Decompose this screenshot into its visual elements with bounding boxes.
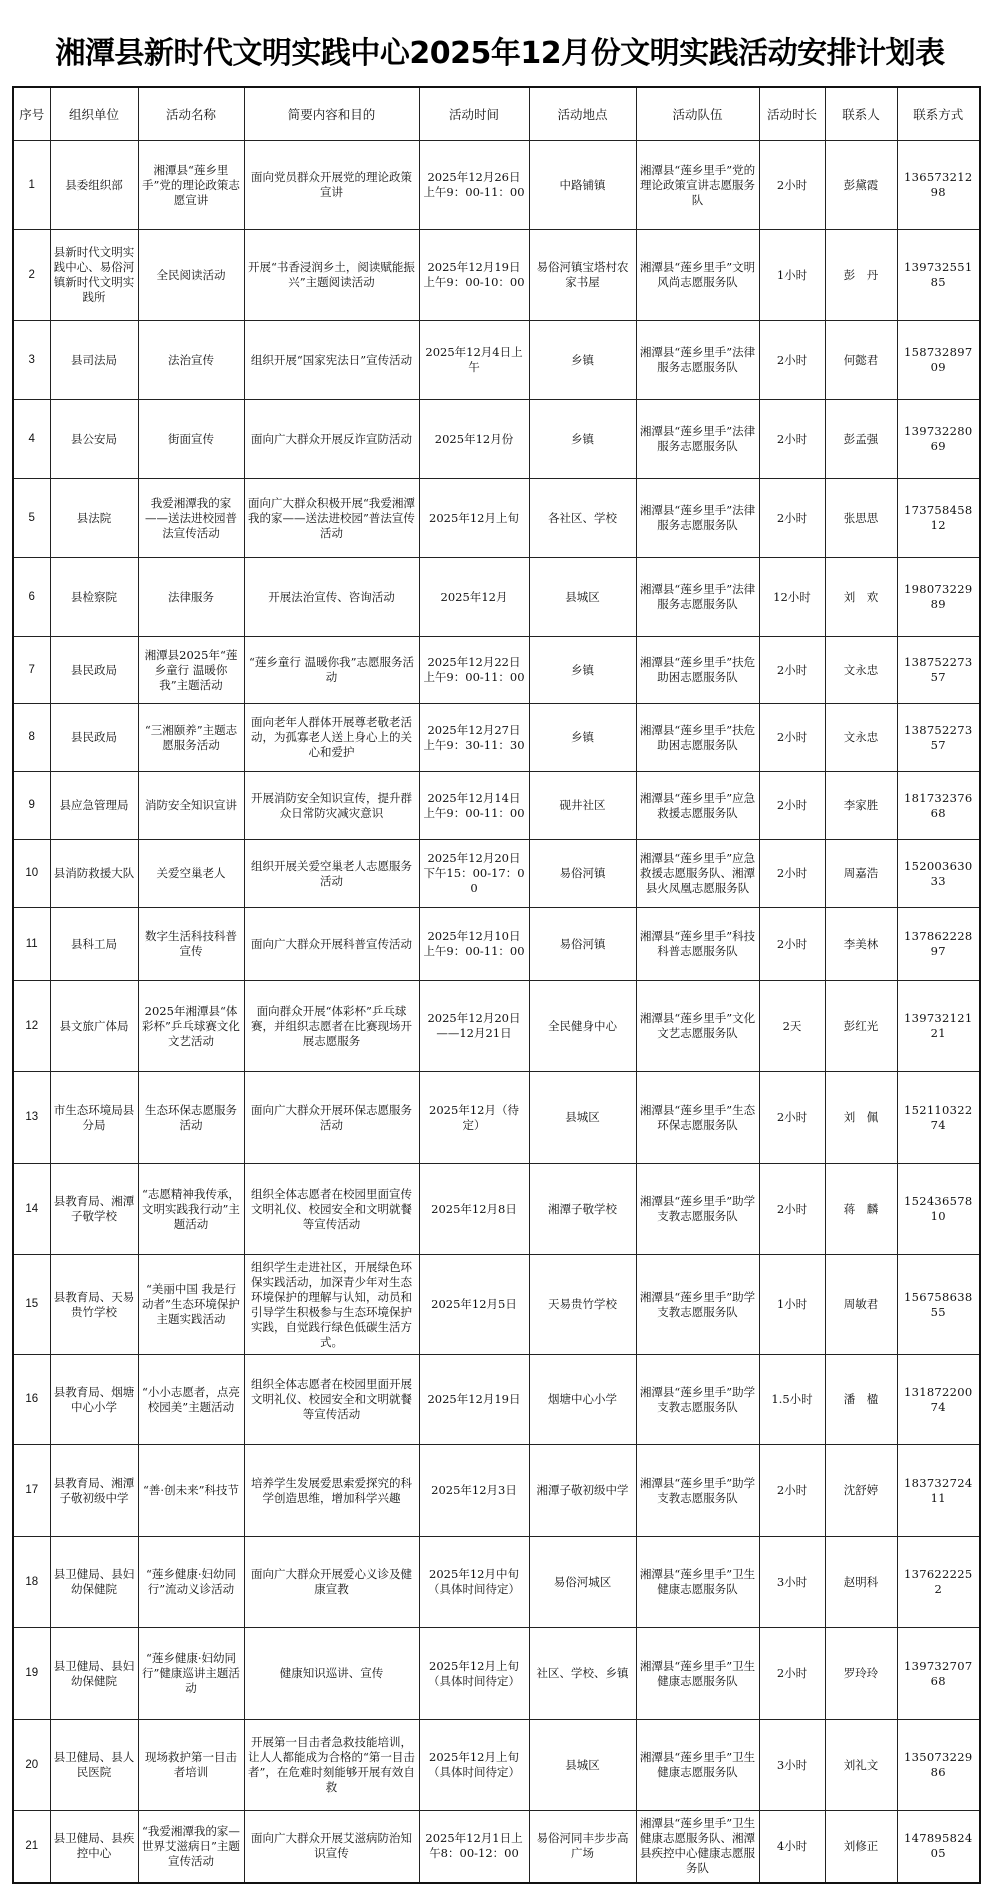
time-cell: 2025年12月19日	[419, 1355, 529, 1445]
duration-cell: 12小时	[759, 558, 825, 637]
contact-cell: 周嘉浩	[825, 840, 897, 908]
activity-name-cell: “志愿精神我传承，文明实践我行动”主题活动	[138, 1164, 244, 1255]
place-cell: 易俗河镇宝塔村农家书屋	[529, 230, 636, 321]
contact-cell: 周敏君	[825, 1255, 897, 1355]
phone-cell: 14789582405	[897, 1811, 980, 1883]
org-cell: 县教育局、湘潭子敬学校	[50, 1164, 138, 1255]
place-cell: 湘潭子敬学校	[529, 1164, 636, 1255]
row-number: 4	[13, 400, 50, 479]
col-header-content: 简要内容和目的	[244, 87, 419, 141]
duration-cell: 3小时	[759, 1537, 825, 1628]
contact-cell: 文永忠	[825, 704, 897, 772]
team-cell: 湘潭县“莲乡里手”法律服务志愿服务队	[636, 479, 759, 558]
place-cell: 湘潭子敬初级中学	[529, 1445, 636, 1537]
team-cell: 湘潭县“莲乡里手”法律服务志愿服务队	[636, 321, 759, 400]
time-cell: 2025年12月（待定）	[419, 1072, 529, 1164]
phone-cell: 13507322986	[897, 1720, 980, 1811]
col-header-time: 活动时间	[419, 87, 529, 141]
content-cell: 面向广大群众开展艾滋病防治知识宣传	[244, 1811, 419, 1883]
place-cell: 天易贵竹学校	[529, 1255, 636, 1355]
phone-cell: 13187220074	[897, 1355, 980, 1445]
place-cell: 县城区	[529, 1720, 636, 1811]
contact-cell: 蒋 麟	[825, 1164, 897, 1255]
table-row	[13, 1628, 980, 1720]
phone-cell: 15243657810	[897, 1164, 980, 1255]
contact-cell: 刘礼文	[825, 1720, 897, 1811]
row-number: 19	[13, 1628, 50, 1720]
col-header-name: 活动名称	[138, 87, 244, 141]
place-cell: 乡镇	[529, 321, 636, 400]
time-cell: 2025年12月上旬（具体时间待定）	[419, 1628, 529, 1720]
phone-cell: 13973212121	[897, 981, 980, 1072]
activity-name-cell: 生态环保志愿服务活动	[138, 1072, 244, 1164]
phone-cell: 17375845812	[897, 479, 980, 558]
team-cell: 湘潭县“莲乡里手”法律服务志愿服务队	[636, 558, 759, 637]
org-cell: 县卫健局、县人民医院	[50, 1720, 138, 1811]
org-cell: 县文旅广体局	[50, 981, 138, 1072]
duration-cell: 2小时	[759, 1628, 825, 1720]
time-cell: 2025年12月20日——12月21日	[419, 981, 529, 1072]
col-header-org: 组织单位	[50, 87, 138, 141]
phone-cell: 13973228069	[897, 400, 980, 479]
contact-cell: 沈舒婷	[825, 1445, 897, 1537]
time-cell: 2025年12月14日上午9：00-11：00	[419, 772, 529, 840]
table-row	[13, 1355, 980, 1445]
team-cell: 湘潭县“莲乡里手”卫生健康志愿服务队	[636, 1628, 759, 1720]
activity-name-cell: “美丽中国 我是行动者”生态环境保护主题实践活动	[138, 1255, 244, 1355]
table-row	[13, 704, 980, 772]
phone-cell: 19807322989	[897, 558, 980, 637]
place-cell: 乡镇	[529, 637, 636, 704]
col-header-no: 序号	[13, 87, 50, 141]
duration-cell: 2小时	[759, 479, 825, 558]
duration-cell: 2小时	[759, 908, 825, 981]
content-cell: 开展“书香浸润乡土，阅读赋能振兴”主题阅读活动	[244, 230, 419, 321]
time-cell: 2025年12月上旬	[419, 479, 529, 558]
content-cell: 面向广大群众积极开展“我爱湘潭我的家——送法进校园”普法宣传活动	[244, 479, 419, 558]
org-cell: 县司法局	[50, 321, 138, 400]
activity-name-cell: “小小志愿者，点亮校园美”主题活动	[138, 1355, 244, 1445]
content-cell: 培养学生发展爱思索爱探究的科学创造思维，增加科学兴趣	[244, 1445, 419, 1537]
col-header-phone: 联系方式	[897, 87, 980, 141]
team-cell: 湘潭县“莲乡里手”生态环保志愿服务队	[636, 1072, 759, 1164]
activity-name-cell: “莲乡健康·妇幼同行”健康巡讲主题活动	[138, 1628, 244, 1720]
contact-cell: 潘 楹	[825, 1355, 897, 1445]
table-row	[13, 1072, 980, 1164]
place-cell: 易俗河城区	[529, 1537, 636, 1628]
duration-cell: 2小时	[759, 1164, 825, 1255]
contact-cell: 李美林	[825, 908, 897, 981]
team-cell: 湘潭县“莲乡里手”科技科普志愿服务队	[636, 908, 759, 981]
time-cell: 2025年12月20日下午15：00-17：00	[419, 840, 529, 908]
row-number: 11	[13, 908, 50, 981]
row-number: 13	[13, 1072, 50, 1164]
place-cell: 社区、学校、乡镇	[529, 1628, 636, 1720]
duration-cell: 2小时	[759, 321, 825, 400]
activity-name-cell: 法律服务	[138, 558, 244, 637]
row-number: 3	[13, 321, 50, 400]
team-cell: 湘潭县“莲乡里手”法律服务志愿服务队	[636, 400, 759, 479]
content-cell: 组织学生走进社区，开展绿色环保实践活动，加深青少年对生态环境保护的理解与认知，动员和引导学生积极参与生态环境保护实践，自觉践行绿色低碳生活方式。	[244, 1255, 419, 1355]
place-cell: 乡镇	[529, 704, 636, 772]
duration-cell: 2小时	[759, 1445, 825, 1537]
table-row	[13, 981, 980, 1072]
phone-cell: 13973270768	[897, 1628, 980, 1720]
contact-cell: 张思思	[825, 479, 897, 558]
duration-cell: 2小时	[759, 840, 825, 908]
content-cell: 组织开展“国家宪法日”宣传活动	[244, 321, 419, 400]
contact-cell: 文永忠	[825, 637, 897, 704]
table-header-row	[13, 87, 980, 141]
org-cell: 县法院	[50, 479, 138, 558]
place-cell: 烟塘中心小学	[529, 1355, 636, 1445]
table-row	[13, 1720, 980, 1811]
contact-cell: 彭孟强	[825, 400, 897, 479]
team-cell: 湘潭县“莲乡里手”扶危助困志愿服务队	[636, 637, 759, 704]
row-number: 7	[13, 637, 50, 704]
org-cell: 县教育局、烟塘中心小学	[50, 1355, 138, 1445]
activity-name-cell: 湘潭县“莲乡里手”党的理论政策志愿宣讲	[138, 141, 244, 230]
duration-cell: 3小时	[759, 1720, 825, 1811]
contact-cell: 彭黛霞	[825, 141, 897, 230]
row-number: 1	[13, 141, 50, 230]
activity-name-cell: 消防安全知识宣讲	[138, 772, 244, 840]
table-row	[13, 772, 980, 840]
activity-name-cell: 数字生活科技科普宣传	[138, 908, 244, 981]
contact-cell: 罗玲玲	[825, 1628, 897, 1720]
content-cell: 面向党员群众开展党的理论政策宣讲	[244, 141, 419, 230]
phone-cell: 15200363033	[897, 840, 980, 908]
activity-name-cell: “我爱湘潭我的家—世界艾滋病日”主题宣传活动	[138, 1811, 244, 1883]
org-cell: 县卫健局、县妇幼保健院	[50, 1628, 138, 1720]
org-cell: 市生态环境局县分局	[50, 1072, 138, 1164]
team-cell: 湘潭县“莲乡里手”文明风尚志愿服务队	[636, 230, 759, 321]
row-number: 17	[13, 1445, 50, 1537]
table-row	[13, 558, 980, 637]
activity-name-cell: “善·创未来”科技节	[138, 1445, 244, 1537]
team-cell: 湘潭县“莲乡里手”卫生健康志愿服务队	[636, 1537, 759, 1628]
place-cell: 县城区	[529, 558, 636, 637]
duration-cell: 1.5小时	[759, 1355, 825, 1445]
content-cell: 面向广大群众开展科普宣传活动	[244, 908, 419, 981]
activity-name-cell: 我爱湘潭我的家——送法进校园普法宣传活动	[138, 479, 244, 558]
time-cell: 2025年12月1日上午8：00-12：00	[419, 1811, 529, 1883]
team-cell: 湘潭县“莲乡里手”应急救援志愿服务队、湘潭县火凤凰志愿服务队	[636, 840, 759, 908]
phone-cell: 13973255185	[897, 230, 980, 321]
org-cell: 县消防救援大队	[50, 840, 138, 908]
duration-cell: 2天	[759, 981, 825, 1072]
team-cell: 湘潭县“莲乡里手”卫生健康志愿服务队、湘潭县疾控中心健康志愿服务队	[636, 1811, 759, 1883]
team-cell: 湘潭县“莲乡里手”卫生健康志愿服务队	[636, 1720, 759, 1811]
row-number: 6	[13, 558, 50, 637]
org-cell: 县民政局	[50, 704, 138, 772]
org-cell: 县教育局、天易贵竹学校	[50, 1255, 138, 1355]
row-number: 8	[13, 704, 50, 772]
activity-name-cell: 街面宣传	[138, 400, 244, 479]
time-cell: 2025年12月3日	[419, 1445, 529, 1537]
time-cell: 2025年12月26日上午9：00-11：00	[419, 141, 529, 230]
content-cell: 面向广大群众开展爱心义诊及健康宣教	[244, 1537, 419, 1628]
duration-cell: 1小时	[759, 230, 825, 321]
table-row	[13, 1811, 980, 1883]
team-cell: 湘潭县“莲乡里手”应急救援志愿服务队	[636, 772, 759, 840]
org-cell: 县卫健局、县疾控中心	[50, 1811, 138, 1883]
place-cell: 各社区、学校	[529, 479, 636, 558]
table-row	[13, 637, 980, 704]
org-cell: 县新时代文明实践中心、易俗河镇新时代文明实践所	[50, 230, 138, 321]
place-cell: 乡镇	[529, 400, 636, 479]
time-cell: 2025年12月27日上午9：30-11：30	[419, 704, 529, 772]
place-cell: 中路铺镇	[529, 141, 636, 230]
table-row	[13, 1164, 980, 1255]
phone-cell: 13786222897	[897, 908, 980, 981]
row-number: 5	[13, 479, 50, 558]
org-cell: 县检察院	[50, 558, 138, 637]
row-number: 10	[13, 840, 50, 908]
activity-plan-table	[12, 86, 981, 1884]
contact-cell: 彭红光	[825, 981, 897, 1072]
row-number: 18	[13, 1537, 50, 1628]
phone-cell: 13875227357	[897, 637, 980, 704]
time-cell: 2025年12月中旬（具体时间待定）	[419, 1537, 529, 1628]
content-cell: 组织全体志愿者在校园里面宣传文明礼仪、校园安全和文明就餐等宣传活动	[244, 1164, 419, 1255]
row-number: 15	[13, 1255, 50, 1355]
page-title: 湘潭县新时代文明实践中心2025年12月份文明实践活动安排计划表	[55, 36, 945, 71]
phone-cell: 18173237668	[897, 772, 980, 840]
activity-name-cell: 湘潭县2025年“莲乡童行 温暖你我”主题活动	[138, 637, 244, 704]
activity-name-cell: “三湘颐养”主题志愿服务活动	[138, 704, 244, 772]
org-cell: 县委组织部	[50, 141, 138, 230]
content-cell: 面向老年人群体开展尊老敬老活动，为孤寡老人送上身心上的关心和爱护	[244, 704, 419, 772]
place-cell: 易俗河镇	[529, 840, 636, 908]
org-cell: 县应急管理局	[50, 772, 138, 840]
place-cell: 县城区	[529, 1072, 636, 1164]
phone-cell: 15873289709	[897, 321, 980, 400]
contact-cell: 赵明科	[825, 1537, 897, 1628]
row-number: 2	[13, 230, 50, 321]
table-row	[13, 1537, 980, 1628]
place-cell: 易俗河同丰步步高广场	[529, 1811, 636, 1883]
table-row	[13, 400, 980, 479]
duration-cell: 2小时	[759, 1072, 825, 1164]
contact-cell: 何懿君	[825, 321, 897, 400]
content-cell: 开展消防安全知识宣传，提升群众日常防灾减灾意识	[244, 772, 419, 840]
phone-cell: 13875227357	[897, 704, 980, 772]
team-cell: 湘潭县“莲乡里手”助学支教志愿服务队	[636, 1355, 759, 1445]
content-cell: 开展法治宣传、咨询活动	[244, 558, 419, 637]
time-cell: 2025年12月份	[419, 400, 529, 479]
content-cell: 开展第一目击者急救技能培训，让人人都能成为合格的“第一目击者”，在危难时刻能够开展有效自救	[244, 1720, 419, 1811]
duration-cell: 4小时	[759, 1811, 825, 1883]
activity-name-cell: “莲乡健康·妇幼同行”流动义诊活动	[138, 1537, 244, 1628]
contact-cell: 刘 欢	[825, 558, 897, 637]
row-number: 20	[13, 1720, 50, 1811]
duration-cell: 2小时	[759, 637, 825, 704]
row-number: 16	[13, 1355, 50, 1445]
content-cell: 组织开展关爱空巢老人志愿服务活动	[244, 840, 419, 908]
col-header-place: 活动地点	[529, 87, 636, 141]
table-row	[13, 908, 980, 981]
place-cell: 砚井社区	[529, 772, 636, 840]
table-row	[13, 1255, 980, 1355]
content-cell: 组织全体志愿者在校园里面开展文明礼仪、校园安全和文明就餐等宣传活动	[244, 1355, 419, 1445]
phone-cell: 13657321298	[897, 141, 980, 230]
content-cell: 面向广大群众开展反诈宣防活动	[244, 400, 419, 479]
time-cell: 2025年12月	[419, 558, 529, 637]
team-cell: 湘潭县“莲乡里手”助学支教志愿服务队	[636, 1164, 759, 1255]
phone-cell: 15211032274	[897, 1072, 980, 1164]
time-cell: 2025年12月22日上午9：00-11：00	[419, 637, 529, 704]
place-cell: 全民健身中心	[529, 981, 636, 1072]
phone-cell: 1376222252	[897, 1537, 980, 1628]
time-cell: 2025年12月5日	[419, 1255, 529, 1355]
content-cell: 面向群众开展“体彩杯”乒乓球赛，并组织志愿者在比赛现场开展志愿服务	[244, 981, 419, 1072]
row-number: 14	[13, 1164, 50, 1255]
activity-name-cell: 2025年湘潭县“体彩杯”乒乓球赛文化文艺活动	[138, 981, 244, 1072]
contact-cell: 李家胜	[825, 772, 897, 840]
org-cell: 县教育局、湘潭子敬初级中学	[50, 1445, 138, 1537]
table-row	[13, 479, 980, 558]
org-cell: 县科工局	[50, 908, 138, 981]
duration-cell: 1小时	[759, 1255, 825, 1355]
time-cell: 2025年12月上旬（具体时间待定）	[419, 1720, 529, 1811]
table-row	[13, 141, 980, 230]
activity-name-cell: 法治宣传	[138, 321, 244, 400]
col-header-duration: 活动时长	[759, 87, 825, 141]
team-cell: 湘潭县“莲乡里手”党的理论政策宣讲志愿服务队	[636, 141, 759, 230]
table-row	[13, 230, 980, 321]
activity-name-cell: 现场救护第一目击者培训	[138, 1720, 244, 1811]
table-row	[13, 840, 980, 908]
team-cell: 湘潭县“莲乡里手”助学支教志愿服务队	[636, 1255, 759, 1355]
contact-cell: 彭 丹	[825, 230, 897, 321]
table-row	[13, 321, 980, 400]
activity-name-cell: 关爱空巢老人	[138, 840, 244, 908]
row-number: 12	[13, 981, 50, 1072]
duration-cell: 2小时	[759, 704, 825, 772]
team-cell: 湘潭县“莲乡里手”助学支教志愿服务队	[636, 1445, 759, 1537]
place-cell: 易俗河镇	[529, 908, 636, 981]
duration-cell: 2小时	[759, 772, 825, 840]
contact-cell: 刘 佩	[825, 1072, 897, 1164]
org-cell: 县公安局	[50, 400, 138, 479]
team-cell: 湘潭县“莲乡里手”扶危助困志愿服务队	[636, 704, 759, 772]
org-cell: 县卫健局、县妇幼保健院	[50, 1537, 138, 1628]
time-cell: 2025年12月19日上午9：00-10：00	[419, 230, 529, 321]
col-header-team: 活动队伍	[636, 87, 759, 141]
phone-cell: 18373272411	[897, 1445, 980, 1537]
activity-name-cell: 全民阅读活动	[138, 230, 244, 321]
content-cell: 健康知识巡讲、宣传	[244, 1628, 419, 1720]
table-row	[13, 1445, 980, 1537]
content-cell: “莲乡童行 温暖你我”志愿服务活动	[244, 637, 419, 704]
content-cell: 面向广大群众开展环保志愿服务活动	[244, 1072, 419, 1164]
org-cell: 县民政局	[50, 637, 138, 704]
time-cell: 2025年12月4日上午	[419, 321, 529, 400]
row-number: 21	[13, 1811, 50, 1883]
duration-cell: 2小时	[759, 141, 825, 230]
contact-cell: 刘修正	[825, 1811, 897, 1883]
duration-cell: 2小时	[759, 400, 825, 479]
time-cell: 2025年12月10日上午9：00-11：00	[419, 908, 529, 981]
team-cell: 湘潭县“莲乡里手”文化文艺志愿服务队	[636, 981, 759, 1072]
phone-cell: 15675863855	[897, 1255, 980, 1355]
col-header-contact: 联系人	[825, 87, 897, 141]
time-cell: 2025年12月8日	[419, 1164, 529, 1255]
row-number: 9	[13, 772, 50, 840]
